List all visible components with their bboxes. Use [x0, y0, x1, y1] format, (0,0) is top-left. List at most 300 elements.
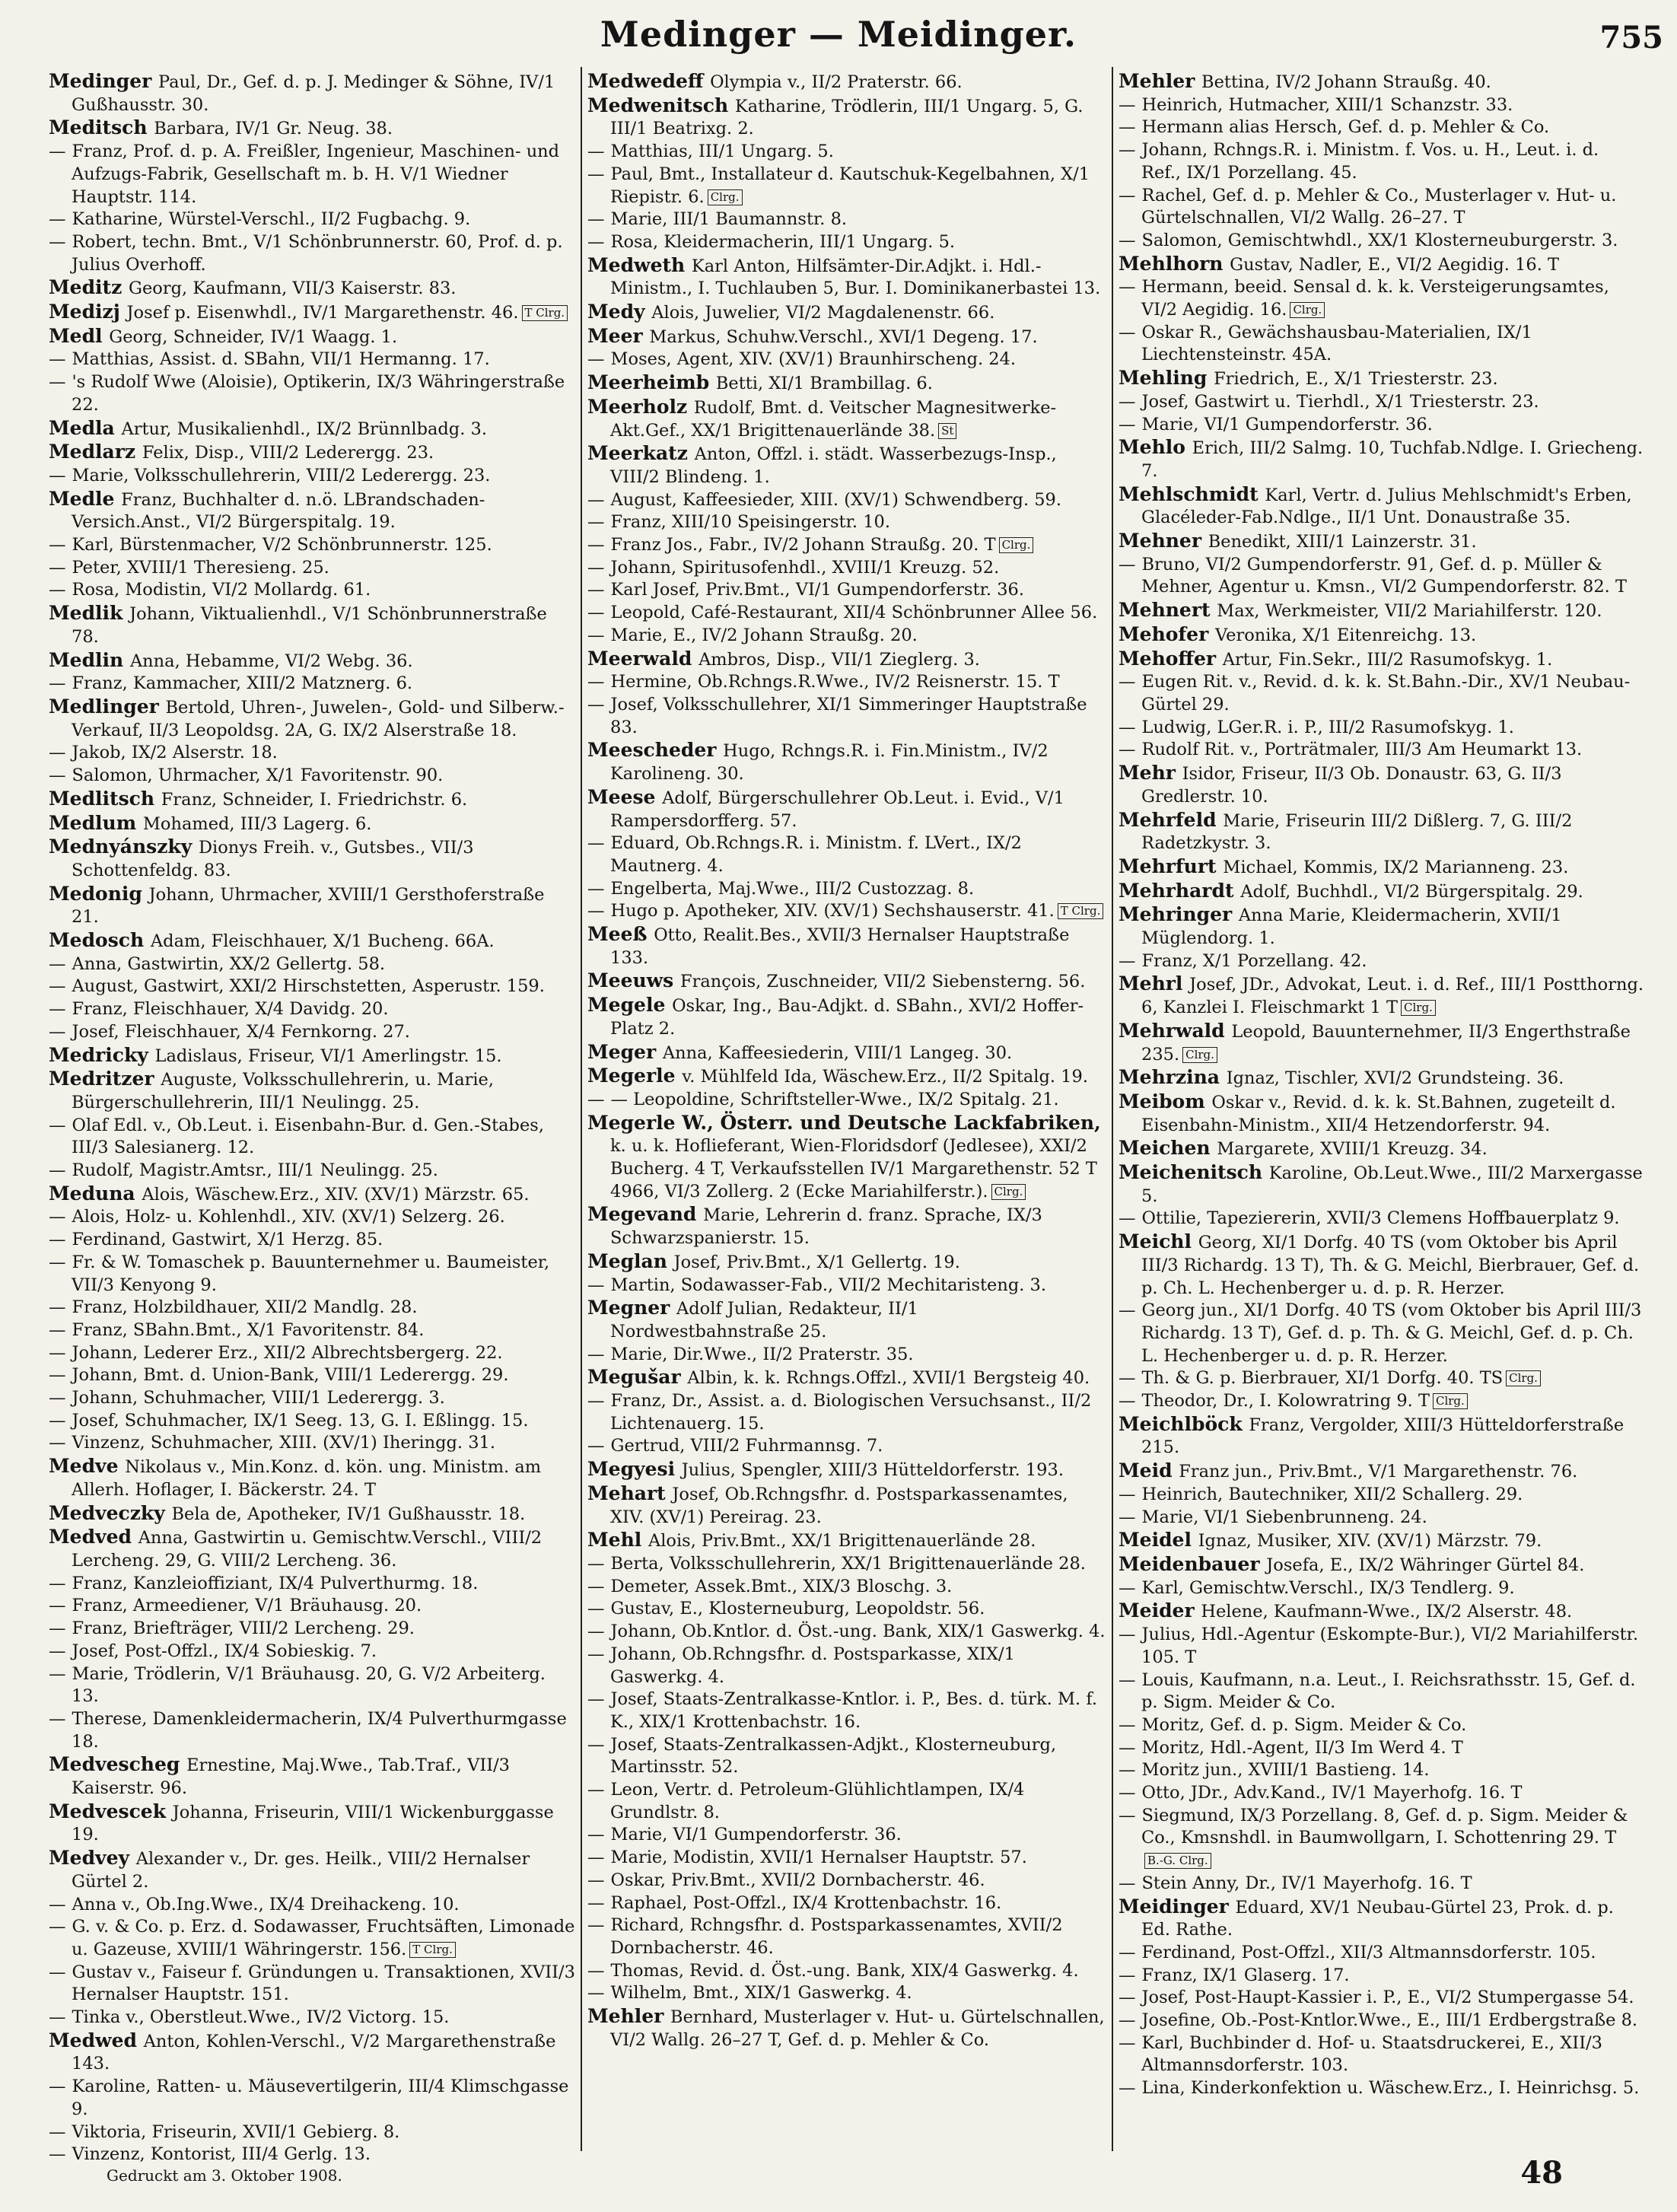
directory-entry	[587, 1598, 1106, 1621]
entry-dash: —	[49, 1596, 66, 1616]
entry-dash: —	[587, 1344, 605, 1364]
entry-surname: Medricky	[49, 1043, 155, 1066]
directory-entry	[49, 1455, 575, 1501]
entry-details: Dionys Freih. v., Gutsbes., VII/3 Schottenfeldg. 83.	[72, 838, 474, 880]
entry-surname: Medlinger	[49, 695, 166, 718]
entry-details: Josef, Ob.Rchngsfhr. d. Postsparkassenamtes, XIV. (XV/1) Pereirag. 23.	[610, 1484, 1068, 1527]
entry-dash: —	[587, 672, 605, 692]
directory-entry	[49, 1573, 575, 1596]
directory-entry	[49, 534, 575, 557]
entry-surname: Medwedeff	[587, 70, 711, 92]
entry-dash: —	[1119, 1783, 1136, 1803]
entry-details: Anna Marie, Kleidermacherin, XVII/1 Müglendorg. 1.	[1141, 905, 1562, 949]
directory-entry	[1119, 1987, 1644, 2010]
directory-entry	[1119, 185, 1644, 230]
directory-entry	[587, 923, 1106, 969]
entry-details: Katharine, Würstel-Verschl., II/2 Fugbachg. 9.	[72, 209, 471, 230]
entry-dash: —	[587, 625, 605, 645]
directory-entry	[49, 417, 575, 441]
entry-details: Betti, XI/1 Brambillag. 6.	[715, 374, 933, 394]
entry-details: Leopold, Bauunternehmer, II/3 Engerthstraße 235.	[1141, 1021, 1631, 1065]
entry-details: Paul, Bmt., Installateur d. Kautschuk-Kegelbahnen, X/1 Riepistr. 6.	[610, 164, 1090, 207]
entry-details: Josef, Fleischhauer, X/4 Fernkorng. 27.	[72, 1021, 410, 1042]
directory-entry	[1119, 116, 1644, 139]
directory-entry	[1119, 950, 1644, 973]
directory-entry	[49, 141, 575, 208]
entry-details: Josef, Staats-Zentralkasse-Kntlor. i. P., Bes. d. türk. M. f. K., XIX/1 Krottenbachstr. 16.	[610, 1689, 1098, 1732]
directory-entry	[49, 371, 575, 416]
directory-entry	[49, 788, 575, 812]
directory-entry	[49, 325, 575, 349]
entry-surname: Meichl	[1119, 1230, 1198, 1253]
entry-surname: Meerwald	[587, 647, 699, 670]
entry-surname: Medlitsch	[49, 787, 161, 810]
directory-entry	[1119, 623, 1644, 648]
directory-entry	[49, 349, 575, 371]
directory-entry	[1119, 1577, 1644, 1600]
entry-details: Adolf Julian, Redakteur, II/1 Nordwestbahnstraße 25.	[610, 1299, 918, 1342]
entry-details: Johanna, Friseurin, VIII/1 Wickenburggasse 19.	[72, 1802, 554, 1845]
entry-details: Franz, SBahn.Bmt., X/1 Favoritenstr. 84.	[72, 1319, 425, 1340]
entry-details: Nikolaus v., Min.Konz. d. kön. ung. Ministm. am Allerh. Hoflager, I. Bäckerstr. 24. T	[72, 1457, 542, 1500]
entry-details: Franz, Holzbildhauer, XII/2 Mandlg. 28.	[72, 1297, 418, 1318]
directory-entry	[49, 742, 575, 765]
entry-surname: Medritzer	[49, 1068, 161, 1090]
entry-dash: —	[49, 1894, 66, 1914]
entry-details: Gertrud, VIII/2 Fuhrmannsg. 7.	[610, 1436, 883, 1456]
entry-dash: —	[587, 1825, 605, 1845]
entry-details: Ludwig, LGer.R. i. P., III/2 Rasumofskyg. 1.	[1141, 717, 1514, 737]
entry-dash: —	[587, 1960, 605, 1981]
entry-dash: —	[49, 1708, 66, 1729]
directory-entry	[587, 832, 1106, 877]
entry-details: Ottilie, Tapeziererin, XVII/3 Clemens Hoffbauerplatz 9.	[1141, 1208, 1620, 1229]
entry-dash: —	[49, 1230, 66, 1250]
entry-details: Hermann, beeid. Sensal d. k. k. Versteigerungsamtes, VI/2 Aegidig. 16.	[1141, 277, 1609, 320]
entry-details: Georg, Schneider, IV/1 Waagg. 1.	[109, 326, 398, 347]
entry-details: Markus, Schuhw.Verschl., XVI/1 Degeng. 17.	[649, 326, 1038, 347]
entry-surname: Meglan	[587, 1249, 674, 1272]
entry-surname: Mehlo	[1119, 436, 1192, 459]
entry-details: Marie, VI/1 Gumpendorferstr. 36.	[610, 1825, 902, 1845]
entry-details: Thomas, Revid. d. Öst.-ung. Bank, XIX/4 Gaswerkg. 4.	[610, 1960, 1079, 1981]
entry-dash: —	[49, 2144, 66, 2165]
directory-entry	[49, 1160, 575, 1182]
directory-entry	[49, 1753, 575, 1800]
entry-details: k. u. k. Hoflieferant, Wien-Floridsdorf (Jedlesee), XXI/2 Bucherg. 4 T, Verkaufsstellen IV/1 Margarethenstr. 52 T 4966, VI/3 Zollerg. 2 (Ecke Mariahilferstr.).	[610, 1136, 1097, 1201]
entry-details: Franz, Armeediener, V/1 Bräuhausg. 20.	[72, 1596, 422, 1616]
directory-entry	[49, 953, 575, 976]
telephone-badge: Clrg.	[708, 189, 743, 205]
entry-dash: —	[1119, 1805, 1136, 1825]
entry-dash: —	[1119, 672, 1136, 692]
entry-dash: —	[1119, 717, 1136, 737]
entry-surname: Meichenitsch	[1119, 1161, 1269, 1184]
entry-details: Josefa, E., IX/2 Währinger Gürtel 84.	[1266, 1555, 1585, 1575]
entry-dash: —	[587, 1848, 605, 1868]
directory-entry	[587, 1529, 1106, 1553]
entry-surname: Medizj	[49, 301, 127, 323]
entry-details: Johann, Lederer Erz., XII/2 Albrechtsbergerg. 22.	[72, 1342, 503, 1363]
directory-entry	[1119, 1599, 1644, 1624]
entry-dash: —	[49, 1342, 66, 1363]
entry-dash: —	[1119, 1737, 1136, 1758]
entry-dash: —	[587, 142, 605, 162]
entry-details: Johann, Rchngs.R. i. Ministm. f. Vos. u. H., Leut. i. d. Ref., IX/1 Porzellang. 45.	[1141, 140, 1599, 183]
telephone-badge: B.-G. Clrg.	[1144, 1853, 1211, 1869]
directory-column-3	[1119, 70, 1644, 2144]
directory-entry	[587, 878, 1106, 901]
entry-details: Siegmund, IX/3 Porzellang. 8, Gef. d. p. Sigm. Meider & Co., Kmsnshdl. in Baumwollgarn, I. Schottenring 29. T	[1141, 1805, 1628, 1848]
directory-entry	[587, 1203, 1106, 1249]
entry-surname: Megele	[587, 994, 673, 1017]
directory-entry	[587, 1870, 1106, 1892]
directory-entry	[49, 301, 575, 325]
directory-entry	[587, 1065, 1106, 1089]
entry-details: Raphael, Post-Offzl., IX/4 Krottenbachstr. 16.	[610, 1892, 1002, 1913]
column-divider	[581, 67, 582, 2151]
directory-entry	[587, 1688, 1106, 1733]
directory-entry	[1119, 1805, 1644, 1873]
entry-surname: Medinger	[49, 70, 158, 92]
directory-entry	[587, 254, 1106, 301]
entry-details: Johann, Ob.Kntlor. d. Öst.-ung. Bank, XIX/1 Gaswerkg. 4.	[610, 1622, 1106, 1642]
entry-surname: Meidinger	[1119, 1895, 1236, 1918]
entry-surname: Mehrzina	[1119, 1066, 1227, 1089]
directory-entry	[49, 1068, 575, 1114]
entry-details: Auguste, Volksschullehrerin, u. Marie, Bürgerschullehrerin, III/1 Neulingg. 25.	[72, 1070, 495, 1112]
directory-entry	[49, 1708, 575, 1753]
directory-entry	[587, 489, 1106, 512]
directory-entry	[49, 2121, 575, 2144]
entry-details: Josef, Staats-Zentralkassen-Adjkt., Klosterneuburg, Martinsstr. 52.	[610, 1734, 1057, 1778]
entry-details: Rosa, Kleidermacherin, III/1 Ungarg. 5.	[610, 231, 956, 252]
entry-dash: —	[49, 1021, 66, 1042]
entry-surname: Medlin	[49, 648, 130, 671]
directory-entry	[1119, 276, 1644, 321]
entry-details: Josef, Volksschullehrer, XI/1 Simmeringer Hauptstraße 83.	[610, 694, 1087, 737]
column-divider	[1112, 67, 1113, 2151]
entry-details: Fr. & W. Tomaschek p. Bauunternehmer u. Baumeister, VII/3 Kenyong 9.	[72, 1252, 550, 1295]
entry-dash: —	[587, 1689, 605, 1710]
directory-entry	[49, 1364, 575, 1387]
directory-entry	[587, 94, 1106, 141]
directory-entry	[49, 1618, 575, 1641]
entry-dash: —	[49, 999, 66, 1020]
entry-details: Adolf, Bürgerschullehrer Ob.Leut. i. Evid., V/1 Rampersdorfferg. 57.	[610, 788, 1064, 831]
entry-details: Johann, Uhrmacher, XVIII/1 Gersthoferstraße 21.	[72, 884, 545, 928]
directory-entry	[49, 765, 575, 788]
directory-entry	[1119, 1737, 1644, 1760]
entry-dash: —	[587, 1554, 605, 1574]
directory-entry	[1119, 1782, 1644, 1805]
directory-entry	[49, 1021, 575, 1044]
directory-entry	[49, 1229, 575, 1252]
directory-entry	[587, 1982, 1106, 2005]
entry-dash: —	[49, 1207, 66, 1227]
directory-entry	[49, 1115, 575, 1160]
entry-details: Josef, JDr., Advokat, Leut. i. d. Ref., III/1 Postthorng. 6, Kanzlei I. Fleischmarkt 1 T	[1141, 975, 1644, 1018]
entry-dash: —	[587, 535, 605, 555]
entry-details: Friedrich, E., X/1 Triesterstr. 23.	[1214, 369, 1498, 390]
entry-surname: Meichen	[1119, 1137, 1217, 1160]
entry-details: Johann, Schuhmacher, VIII/1 Lederergg. 3.	[72, 1388, 445, 1408]
entry-surname: Mehr	[1119, 762, 1182, 785]
entry-details: Bettina, IV/2 Johann Straußg. 40.	[1201, 72, 1491, 92]
entry-surname: Meditz	[49, 276, 129, 299]
entry-details: Karl, Buchbinder d. Hof- u. Staatsdruckerei, E., XII/3 Altmannsdorferstr. 103.	[1141, 2032, 1602, 2076]
directory-entry	[587, 557, 1106, 580]
directory-entry	[49, 1182, 575, 1207]
entry-details: Heinrich, Hutmacher, XIII/1 Schanzstr. 33.	[1141, 94, 1513, 115]
directory-entry	[587, 579, 1106, 602]
entry-dash: —	[49, 372, 66, 393]
directory-entry	[1119, 1484, 1644, 1507]
directory-entry	[49, 557, 575, 580]
entry-details: Hermine, Ob.Rchngs.R.Wwe., IV/2 Reisnerstr. 15. T	[610, 672, 1060, 692]
entry-dash: —	[49, 976, 66, 997]
entry-dash: —	[1119, 1669, 1136, 1690]
entry-surname: Meerkatz	[587, 442, 695, 465]
directory-entry	[587, 1734, 1106, 1779]
directory-entry	[1119, 253, 1644, 277]
directory-entry	[49, 1044, 575, 1068]
directory-entry	[49, 1894, 575, 1917]
entry-surname: Medlik	[49, 602, 130, 625]
directory-entry	[1119, 367, 1644, 391]
entry-surname: Megevand	[587, 1203, 704, 1226]
directory-entry	[1119, 1390, 1644, 1413]
entry-dash: —	[1119, 1368, 1136, 1389]
entry-surname: Medlarz	[49, 441, 142, 463]
entry-details: Gustav, Nadler, E., VI/2 Aegidig. 16. T	[1230, 254, 1560, 275]
entry-dash: —	[587, 231, 605, 252]
entry-surname: Medwenitsch	[587, 94, 735, 116]
entry-details: Adolf, Buchhdl., VI/2 Bürgerspitalg. 29.	[1240, 881, 1583, 902]
entry-details: Josef p. Eisenwhdl., IV/1 Margarethenstr. 46.	[126, 303, 519, 323]
entry-details: Josef, Schuhmacher, IX/1 Seeg. 13, G. I. Eßlingg. 15.	[72, 1410, 529, 1431]
entry-surname: Medved	[49, 1526, 138, 1548]
entry-dash: —	[1119, 322, 1136, 342]
telephone-badge: Clrg.	[1506, 1370, 1541, 1386]
entry-details: Ferdinand, Post-Offzl., XII/3 Altmannsdorferstr. 105.	[1141, 1942, 1596, 1962]
directory-entry	[587, 396, 1106, 442]
entry-details: August, Kaffeesieder, XIII. (XV/1) Schwendberg. 59.	[610, 489, 1062, 510]
entry-dash: —	[49, 1663, 66, 1684]
entry-details: Julius, Spengler, XIII/3 Hütteldorferstr. 193.	[681, 1460, 1064, 1481]
directory-entry	[587, 900, 1106, 923]
directory-entry	[587, 208, 1106, 231]
directory-entry	[49, 1252, 575, 1297]
entry-dash: —	[1119, 1300, 1136, 1321]
directory-entry	[49, 1800, 575, 1847]
entry-dash: —	[1119, 414, 1136, 434]
entry-dash: —	[587, 1644, 605, 1664]
entry-details: Oskar, Priv.Bmt., XVII/2 Dornbacherstr. 46.	[610, 1870, 985, 1890]
entry-dash: —	[49, 743, 66, 763]
directory-entry	[587, 1435, 1106, 1458]
telephone-badge: T Clrg.	[1058, 903, 1104, 919]
entry-details: Ignaz, Musiker, XIV. (XV/1) Märzstr. 79.	[1198, 1531, 1542, 1552]
entry-dash: —	[1119, 740, 1136, 760]
entry-dash: —	[587, 349, 605, 370]
directory-entry	[49, 602, 575, 648]
directory-entry	[1119, 1714, 1644, 1737]
directory-entry	[1119, 1459, 1644, 1484]
entry-details: Josefine, Ob.-Post-Kntlor.Wwe., E., III/1 Erdbergstraße 8.	[1141, 2010, 1638, 2031]
entry-surname: Medlum	[49, 811, 143, 834]
entry-surname: Medl	[49, 324, 110, 347]
entry-surname: Mehofer	[1119, 622, 1215, 645]
entry-details: Robert, techn. Bmt., V/1 Schönbrunnerstr. 60, Prof. d. p. Julius Overhoff.	[72, 231, 563, 275]
entry-details: Alois, Holz- u. Kohlenhdl., XIV. (XV/1) Selzerg. 26.	[72, 1207, 505, 1227]
entry-dash: —	[587, 833, 605, 854]
entry-surname: Meger	[587, 1040, 663, 1063]
entry-dash: —	[587, 1892, 605, 1913]
entry-dash: —	[587, 1734, 605, 1755]
entry-dash: —	[49, 1365, 66, 1386]
telephone-badge: T Clrg.	[522, 305, 568, 321]
entry-details: Wilhelm, Bmt., XIX/1 Gaswerkg. 4.	[610, 1983, 912, 2004]
directory-entry	[49, 231, 575, 276]
directory-entry	[49, 2076, 575, 2121]
directory-entry	[1119, 391, 1644, 414]
directory-entry	[49, 1432, 575, 1455]
directory-entry	[1119, 1507, 1644, 1529]
directory-entry	[587, 534, 1106, 557]
directory-entry	[587, 1960, 1106, 1983]
entry-details: Gustav v., Faiseur f. Gründungen u. Transaktionen, XVII/3 Hernalser Hauptstr. 151.	[72, 1962, 575, 2005]
entry-dash: —	[49, 2007, 66, 2028]
print-date: Gedruckt am 3. Oktober 1908.	[107, 2166, 342, 2185]
directory-entry	[1119, 94, 1644, 117]
entry-details: Rachel, Gef. d. p. Mehler & Co., Musterlager v. Hut- u. Gürtelschnallen, VI/2 Wallg. 26–27. T	[1141, 185, 1617, 228]
directory-column-2	[587, 70, 1106, 2144]
directory-entry	[1119, 880, 1644, 904]
entry-details: Paul, Dr., Gef. d. p. J. Medinger & Söhne, IV/1 Gußhausstr. 30.	[72, 72, 555, 115]
entry-details: Engelberta, Maj.Wwe., III/2 Custozzag. 8.	[610, 878, 975, 899]
entry-dash: —	[49, 1319, 66, 1340]
entry-details: Oskar v., Revid. d. k. k. St.Bahnen, zugeteilt d. Eisenbahn-Ministm., XII/4 Hetzendorferstr. 94.	[1141, 1092, 1616, 1135]
directory-entry	[587, 1824, 1106, 1847]
entry-surname: Medvescek	[49, 1800, 173, 1822]
entry-details: Karl, Bürstenmacher, V/2 Schönbrunnerstr. 125.	[72, 535, 492, 555]
entry-dash: —	[587, 901, 605, 921]
entry-details: Hermann alias Hersch, Gef. d. p. Mehler & Co.	[1141, 117, 1550, 138]
entry-surname: Mehlschmidt	[1119, 482, 1265, 505]
entry-dash: —	[587, 1622, 605, 1642]
directory-entry	[1119, 1137, 1644, 1161]
entry-details: Karoline, Ob.Leut.Wwe., III/2 Marxergasse 5.	[1141, 1163, 1643, 1206]
directory-entry	[1119, 972, 1644, 1019]
entry-details: Vinzenz, Kontorist, III/4 Gerlg. 13.	[72, 2144, 371, 2165]
directory-entry	[49, 1916, 575, 1961]
entry-dash: —	[49, 557, 66, 578]
directory-entry	[587, 301, 1106, 325]
entry-details: Anna, Hebamme, VI/2 Webg. 36.	[129, 651, 413, 671]
entry-details: Benedikt, XIII/1 Lainzerstr. 31.	[1208, 532, 1477, 552]
entry-details: Salomon, Gemischtwhdl., XX/1 Klosterneuburgerstr. 3.	[1141, 230, 1618, 250]
directory-entry	[49, 70, 575, 116]
directory-entry	[49, 208, 575, 231]
directory-entry	[587, 511, 1106, 534]
entry-details: Th. & G. p. Bierbrauer, XI/1 Dorfg. 40. TS	[1141, 1368, 1504, 1389]
entry-dash: —	[1119, 554, 1136, 574]
directory-entry	[1119, 2010, 1644, 2032]
directory-entry	[587, 671, 1106, 694]
entry-dash: —	[1119, 391, 1136, 412]
directory-entry	[587, 994, 1106, 1040]
directory-entry	[587, 1344, 1106, 1367]
directory-entry	[587, 969, 1106, 994]
entry-details: Artur, Musikalienhdl., IX/2 Brünnlbadg. 3.	[121, 419, 487, 439]
entry-dash: —	[49, 349, 66, 370]
entry-dash: —	[587, 603, 605, 623]
entry-details: Franz Jos., Fabr., IV/2 Johann Straußg. 20. T	[610, 535, 996, 555]
entry-surname: Medveczky	[49, 1501, 172, 1524]
directory-entry	[49, 276, 575, 301]
sheet-number: 48	[1520, 2155, 1563, 2191]
telephone-badge: St	[938, 423, 956, 439]
directory-entry	[49, 1387, 575, 1410]
entry-surname: Mehrwald	[1119, 1019, 1232, 1042]
directory-entry	[1119, 1300, 1644, 1367]
directory-entry	[49, 835, 575, 882]
directory-entry	[49, 1663, 575, 1708]
entry-dash: —	[1119, 230, 1136, 250]
telephone-badge: T Clrg.	[409, 1942, 456, 1958]
entry-details: Franz, Briefträger, VIII/2 Lercheng. 29.	[72, 1618, 415, 1639]
entry-details: Katharine, Trödlerin, III/1 Ungarg. 5, G. III/1 Beatrixg. 2.	[610, 96, 1084, 139]
directory-entry	[587, 1041, 1106, 1065]
entry-details: Rosa, Modistin, VI/2 Mollardg. 61.	[72, 580, 371, 600]
entry-details: Marie, Volksschullehrerin, VIII/2 Lederergg. 23.	[72, 465, 491, 485]
entry-details: Rudolf Rit. v., Porträtmaler, III/3 Am Heumarkt 13.	[1141, 740, 1583, 760]
entry-dash: —	[587, 694, 605, 715]
entry-dash: —	[587, 1089, 605, 1109]
entry-details: Anton, Offzl. i. städt. Wasserbezugs-Insp., VIII/2 Blindeng. 1.	[610, 444, 1057, 487]
entry-dash: —	[1119, 1484, 1136, 1504]
entry-surname: Mehling	[1119, 367, 1214, 390]
entry-surname: Medle	[49, 487, 122, 510]
entry-dash: —	[1119, 1391, 1136, 1412]
directory-entry	[1119, 671, 1644, 716]
directory-entry	[1119, 1161, 1644, 1208]
entry-details: Matthias, Assist. d. SBahn, VII/1 Hermanng. 17.	[72, 349, 490, 370]
entry-details: v. Mühlfeld Ida, Wäschew.Erz., II/2 Spitalg. 19.	[682, 1067, 1088, 1087]
directory-entry	[1119, 1090, 1644, 1137]
entry-surname: Megyesi	[587, 1458, 682, 1481]
directory-entry	[1119, 2077, 1644, 2100]
entry-details: Rudolf, Magistr.Amtsr., III/1 Neulingg. 25.	[72, 1160, 438, 1181]
entry-dash: —	[49, 209, 66, 230]
entry-details: Vinzenz, Schuhmacher, XIII. (XV/1) Iheringg. 31.	[72, 1433, 495, 1453]
directory-entry	[587, 1914, 1106, 1959]
directory-entry	[587, 1553, 1106, 1576]
entry-surname: Meescheder	[587, 739, 724, 762]
directory-entry	[587, 349, 1106, 371]
entry-details: Franz, X/1 Porzellang. 42.	[1141, 950, 1367, 971]
entry-dash: —	[587, 878, 605, 899]
entry-dash: —	[1119, 1625, 1136, 1645]
directory-entry	[1119, 1367, 1644, 1390]
directory-entry	[49, 1502, 575, 1526]
directory-entry	[1119, 809, 1644, 855]
entry-surname: Megerle	[587, 1065, 683, 1087]
directory-entry	[1119, 139, 1644, 184]
directory-entry	[49, 488, 575, 534]
directory-entry	[1119, 648, 1644, 672]
